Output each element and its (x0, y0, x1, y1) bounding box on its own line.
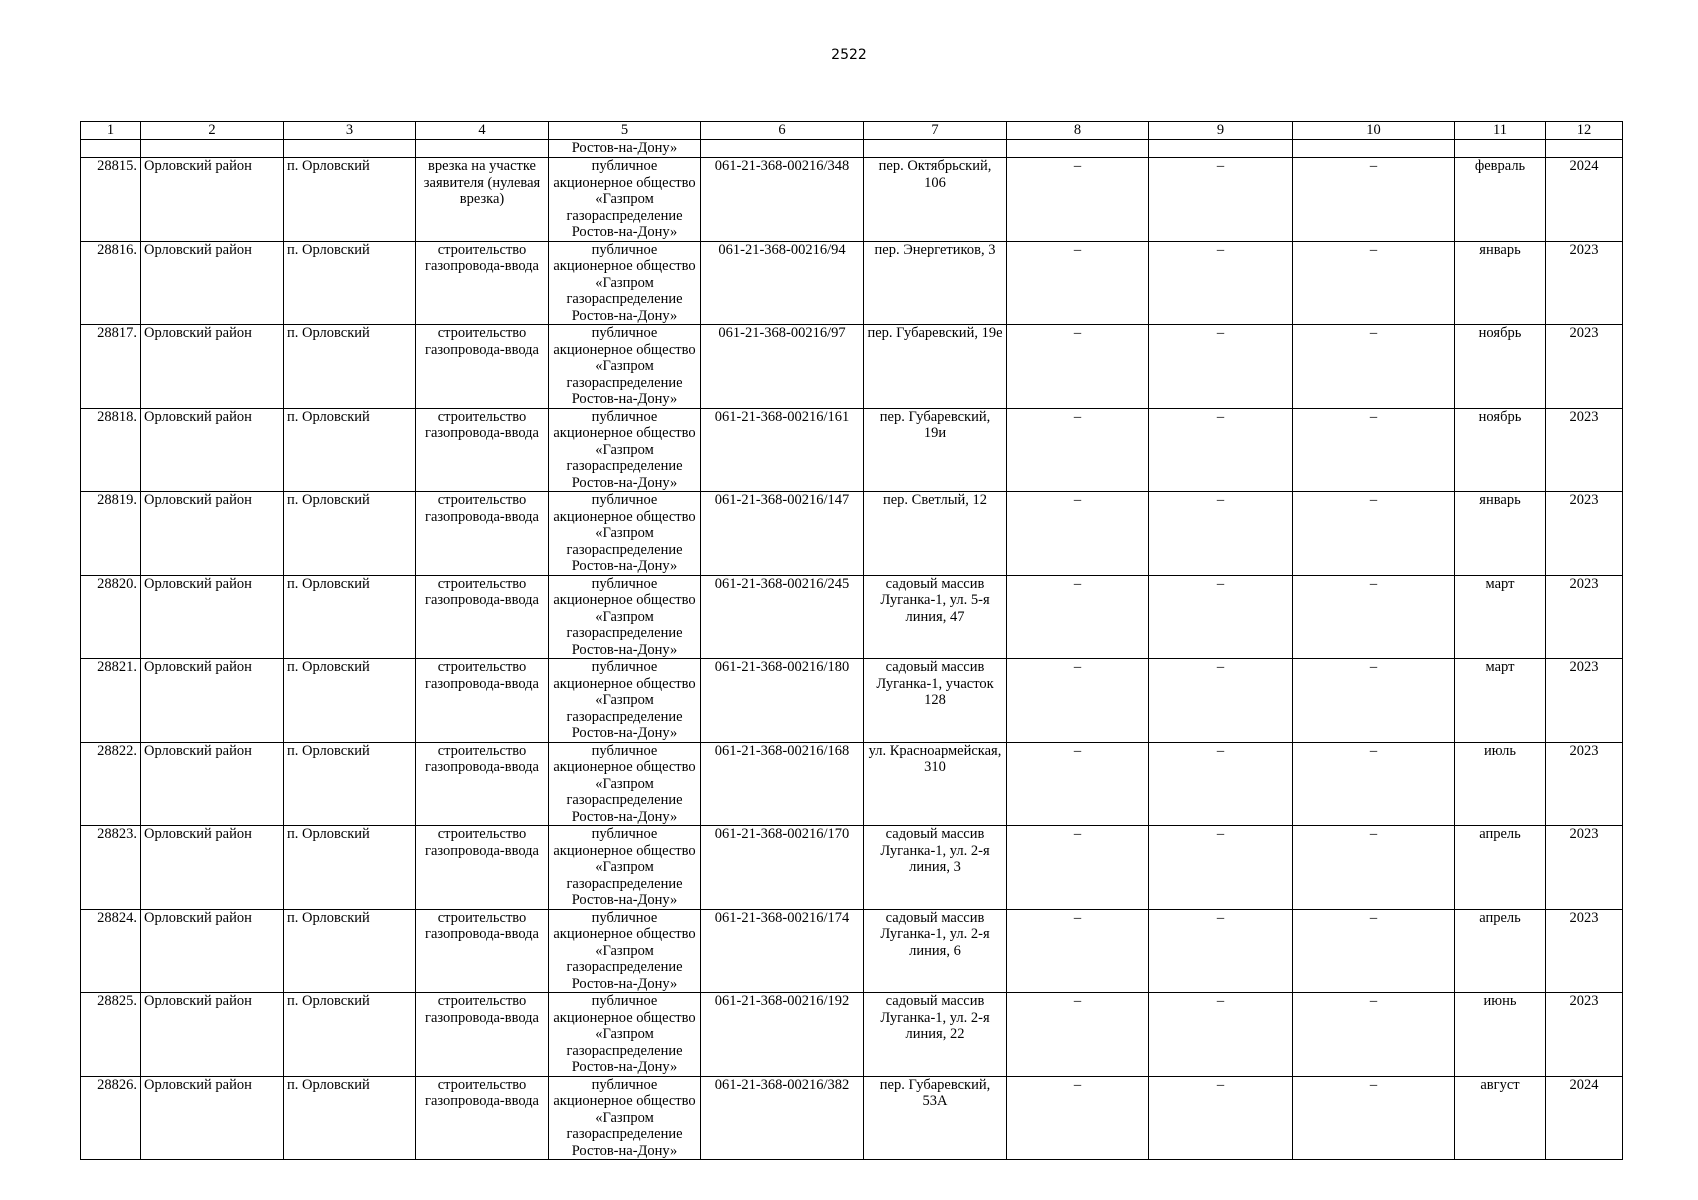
district-cell: Орловский район (141, 993, 284, 1077)
dash-cell: – (1007, 909, 1149, 993)
organization-cell: публичное акционерное общество «Газпром газораспределение Ростов-на-Дону» (549, 325, 701, 409)
dash-cell: – (1007, 659, 1149, 743)
address-cell: пер. Губаревский, 19е (864, 325, 1007, 409)
table-cell (81, 140, 141, 158)
work-type-cell: строительство газопровода-ввода (416, 492, 549, 576)
code-cell: 061-21-368-00216/147 (701, 492, 864, 576)
year-cell: 2024 (1546, 1076, 1623, 1160)
organization-cell: публичное акционерное общество «Газпром газораспределение Ростов-на-Дону» (549, 742, 701, 826)
locality-cell: п. Орловский (284, 826, 416, 910)
column-header: 1 (81, 122, 141, 140)
code-cell: 061-21-368-00216/170 (701, 826, 864, 910)
continuation-row (81, 140, 1623, 158)
year-cell: 2023 (1546, 826, 1623, 910)
dash-cell: – (1293, 909, 1455, 993)
address-cell: садовый массив Луганка-1, ул. 2-я линия, 3 (864, 826, 1007, 910)
row-number: 28823. (81, 826, 141, 910)
month-cell: август (1455, 1076, 1546, 1160)
table-row (81, 742, 1623, 826)
table-cell (284, 140, 416, 158)
address-cell: садовый массив Луганка-1, ул. 5-я линия, 47 (864, 575, 1007, 659)
month-cell: июль (1455, 742, 1546, 826)
month-cell: апрель (1455, 826, 1546, 910)
table-cell (1455, 140, 1546, 158)
locality-cell: п. Орловский (284, 909, 416, 993)
table-row (81, 909, 1623, 993)
address-cell: пер. Октябрьский, 106 (864, 158, 1007, 242)
row-number: 28821. (81, 659, 141, 743)
work-type-cell: строительство газопровода-ввода (416, 241, 549, 325)
dash-cell: – (1293, 158, 1455, 242)
work-type-cell: строительство газопровода-ввода (416, 325, 549, 409)
column-header: 4 (416, 122, 549, 140)
dash-cell: – (1149, 659, 1293, 743)
dash-cell: – (1007, 826, 1149, 910)
table-cell (141, 140, 284, 158)
row-number: 28822. (81, 742, 141, 826)
row-number: 28825. (81, 993, 141, 1077)
dash-cell: – (1293, 659, 1455, 743)
district-cell: Орловский район (141, 408, 284, 492)
dash-cell: – (1007, 993, 1149, 1077)
page-number: 2522 (831, 47, 867, 63)
table-cell (416, 140, 549, 158)
address-cell: пер. Губаревский, 53А (864, 1076, 1007, 1160)
address-cell: пер. Энергетиков, 3 (864, 241, 1007, 325)
code-cell: 061-21-368-00216/168 (701, 742, 864, 826)
dash-cell: – (1149, 575, 1293, 659)
address-cell: пер. Светлый, 12 (864, 492, 1007, 576)
header-row (81, 122, 1623, 140)
table-cell (864, 140, 1007, 158)
dash-cell: – (1149, 826, 1293, 910)
district-cell: Орловский район (141, 325, 284, 409)
year-cell: 2023 (1546, 659, 1623, 743)
dash-cell: – (1293, 742, 1455, 826)
row-number: 28819. (81, 492, 141, 576)
work-type-cell: врезка на участке заявителя (нулевая врезка) (416, 158, 549, 242)
dash-cell: – (1149, 241, 1293, 325)
district-cell: Орловский район (141, 659, 284, 743)
column-header: 11 (1455, 122, 1546, 140)
organization-cell: публичное акционерное общество «Газпром газораспределение Ростов-на-Дону» (549, 993, 701, 1077)
code-cell: 061-21-368-00216/174 (701, 909, 864, 993)
dash-cell: – (1293, 492, 1455, 576)
table-row (81, 826, 1623, 910)
column-header: 8 (1007, 122, 1149, 140)
column-header: 7 (864, 122, 1007, 140)
address-cell: садовый массив Луганка-1, ул. 2-я линия, 22 (864, 993, 1007, 1077)
table-cell (1293, 140, 1455, 158)
work-type-cell: строительство газопровода-ввода (416, 575, 549, 659)
month-cell: январь (1455, 492, 1546, 576)
organization-cell: публичное акционерное общество «Газпром газораспределение Ростов-на-Дону» (549, 659, 701, 743)
dash-cell: – (1007, 408, 1149, 492)
work-type-cell: строительство газопровода-ввода (416, 993, 549, 1077)
year-cell: 2023 (1546, 993, 1623, 1077)
table-cell (1546, 140, 1623, 158)
month-cell: март (1455, 575, 1546, 659)
row-number: 28824. (81, 909, 141, 993)
address-cell: садовый массив Луганка-1, участок 128 (864, 659, 1007, 743)
locality-cell: п. Орловский (284, 492, 416, 576)
organization-cell: публичное акционерное общество «Газпром газораспределение Ростов-на-Дону» (549, 408, 701, 492)
dash-cell: – (1293, 575, 1455, 659)
dash-cell: – (1149, 325, 1293, 409)
organization-cell: публичное акционерное общество «Газпром газораспределение Ростов-на-Дону» (549, 909, 701, 993)
dash-cell: – (1007, 241, 1149, 325)
address-cell: садовый массив Луганка-1, ул. 2-я линия, 6 (864, 909, 1007, 993)
table-row (81, 325, 1623, 409)
row-number: 28817. (81, 325, 141, 409)
dash-cell: – (1293, 408, 1455, 492)
month-cell: январь (1455, 241, 1546, 325)
district-cell: Орловский район (141, 909, 284, 993)
code-cell: 061-21-368-00216/180 (701, 659, 864, 743)
table-cell: Ростов-на-Дону» (549, 140, 701, 158)
district-cell: Орловский район (141, 575, 284, 659)
locality-cell: п. Орловский (284, 408, 416, 492)
district-cell: Орловский район (141, 158, 284, 242)
column-header: 10 (1293, 122, 1455, 140)
table-row (81, 1076, 1623, 1160)
dash-cell: – (1149, 993, 1293, 1077)
dash-cell: – (1293, 1076, 1455, 1160)
year-cell: 2023 (1546, 909, 1623, 993)
registry-table (80, 121, 1623, 1160)
code-cell: 061-21-368-00216/97 (701, 325, 864, 409)
year-cell: 2023 (1546, 241, 1623, 325)
dash-cell: – (1149, 909, 1293, 993)
table-row (81, 158, 1623, 242)
code-cell: 061-21-368-00216/348 (701, 158, 864, 242)
dash-cell: – (1149, 742, 1293, 826)
dash-cell: – (1149, 158, 1293, 242)
work-type-cell: строительство газопровода-ввода (416, 826, 549, 910)
dash-cell: – (1293, 826, 1455, 910)
table-cell (1149, 140, 1293, 158)
column-header: 3 (284, 122, 416, 140)
district-cell: Орловский район (141, 241, 284, 325)
dash-cell: – (1149, 1076, 1293, 1160)
dash-cell: – (1007, 742, 1149, 826)
year-cell: 2023 (1546, 325, 1623, 409)
column-header: 6 (701, 122, 864, 140)
table-row (81, 993, 1623, 1077)
column-header: 2 (141, 122, 284, 140)
dash-cell: – (1149, 492, 1293, 576)
address-cell: ул. Красноармейская, 310 (864, 742, 1007, 826)
locality-cell: п. Орловский (284, 325, 416, 409)
table-cell (701, 140, 864, 158)
dash-cell: – (1293, 241, 1455, 325)
dash-cell: – (1293, 993, 1455, 1077)
dash-cell: – (1007, 575, 1149, 659)
table-row (81, 241, 1623, 325)
locality-cell: п. Орловский (284, 241, 416, 325)
row-number: 28816. (81, 241, 141, 325)
work-type-cell: строительство газопровода-ввода (416, 1076, 549, 1160)
month-cell: февраль (1455, 158, 1546, 242)
code-cell: 061-21-368-00216/94 (701, 241, 864, 325)
dash-cell: – (1007, 492, 1149, 576)
month-cell: ноябрь (1455, 408, 1546, 492)
column-header: 9 (1149, 122, 1293, 140)
work-type-cell: строительство газопровода-ввода (416, 659, 549, 743)
district-cell: Орловский район (141, 1076, 284, 1160)
locality-cell: п. Орловский (284, 993, 416, 1077)
month-cell: июнь (1455, 993, 1546, 1077)
table-cell (1007, 140, 1149, 158)
address-cell: пер. Губаревский, 19и (864, 408, 1007, 492)
column-header: 12 (1546, 122, 1623, 140)
table-row (81, 575, 1623, 659)
month-cell: март (1455, 659, 1546, 743)
locality-cell: п. Орловский (284, 659, 416, 743)
year-cell: 2023 (1546, 742, 1623, 826)
month-cell: ноябрь (1455, 325, 1546, 409)
table-row (81, 408, 1623, 492)
year-cell: 2023 (1546, 408, 1623, 492)
organization-cell: публичное акционерное общество «Газпром газораспределение Ростов-на-Дону» (549, 241, 701, 325)
district-cell: Орловский район (141, 826, 284, 910)
code-cell: 061-21-368-00216/192 (701, 993, 864, 1077)
organization-cell: публичное акционерное общество «Газпром газораспределение Ростов-на-Дону» (549, 575, 701, 659)
year-cell: 2023 (1546, 575, 1623, 659)
work-type-cell: строительство газопровода-ввода (416, 742, 549, 826)
work-type-cell: строительство газопровода-ввода (416, 408, 549, 492)
column-header: 5 (549, 122, 701, 140)
table-row (81, 492, 1623, 576)
organization-cell: публичное акционерное общество «Газпром газораспределение Ростов-на-Дону» (549, 1076, 701, 1160)
organization-cell: публичное акционерное общество «Газпром газораспределение Ростов-на-Дону» (549, 492, 701, 576)
year-cell: 2024 (1546, 158, 1623, 242)
district-cell: Орловский район (141, 742, 284, 826)
table-row (81, 659, 1623, 743)
work-type-cell: строительство газопровода-ввода (416, 909, 549, 993)
code-cell: 061-21-368-00216/161 (701, 408, 864, 492)
organization-cell: публичное акционерное общество «Газпром газораспределение Ростов-на-Дону» (549, 158, 701, 242)
dash-cell: – (1007, 1076, 1149, 1160)
locality-cell: п. Орловский (284, 158, 416, 242)
row-number: 28820. (81, 575, 141, 659)
row-number: 28818. (81, 408, 141, 492)
dash-cell: – (1007, 158, 1149, 242)
year-cell: 2023 (1546, 492, 1623, 576)
dash-cell: – (1149, 408, 1293, 492)
code-cell: 061-21-368-00216/245 (701, 575, 864, 659)
dash-cell: – (1007, 325, 1149, 409)
row-number: 28815. (81, 158, 141, 242)
locality-cell: п. Орловский (284, 1076, 416, 1160)
dash-cell: – (1293, 325, 1455, 409)
code-cell: 061-21-368-00216/382 (701, 1076, 864, 1160)
organization-cell: публичное акционерное общество «Газпром газораспределение Ростов-на-Дону» (549, 826, 701, 910)
month-cell: апрель (1455, 909, 1546, 993)
locality-cell: п. Орловский (284, 575, 416, 659)
district-cell: Орловский район (141, 492, 284, 576)
row-number: 28826. (81, 1076, 141, 1160)
locality-cell: п. Орловский (284, 742, 416, 826)
